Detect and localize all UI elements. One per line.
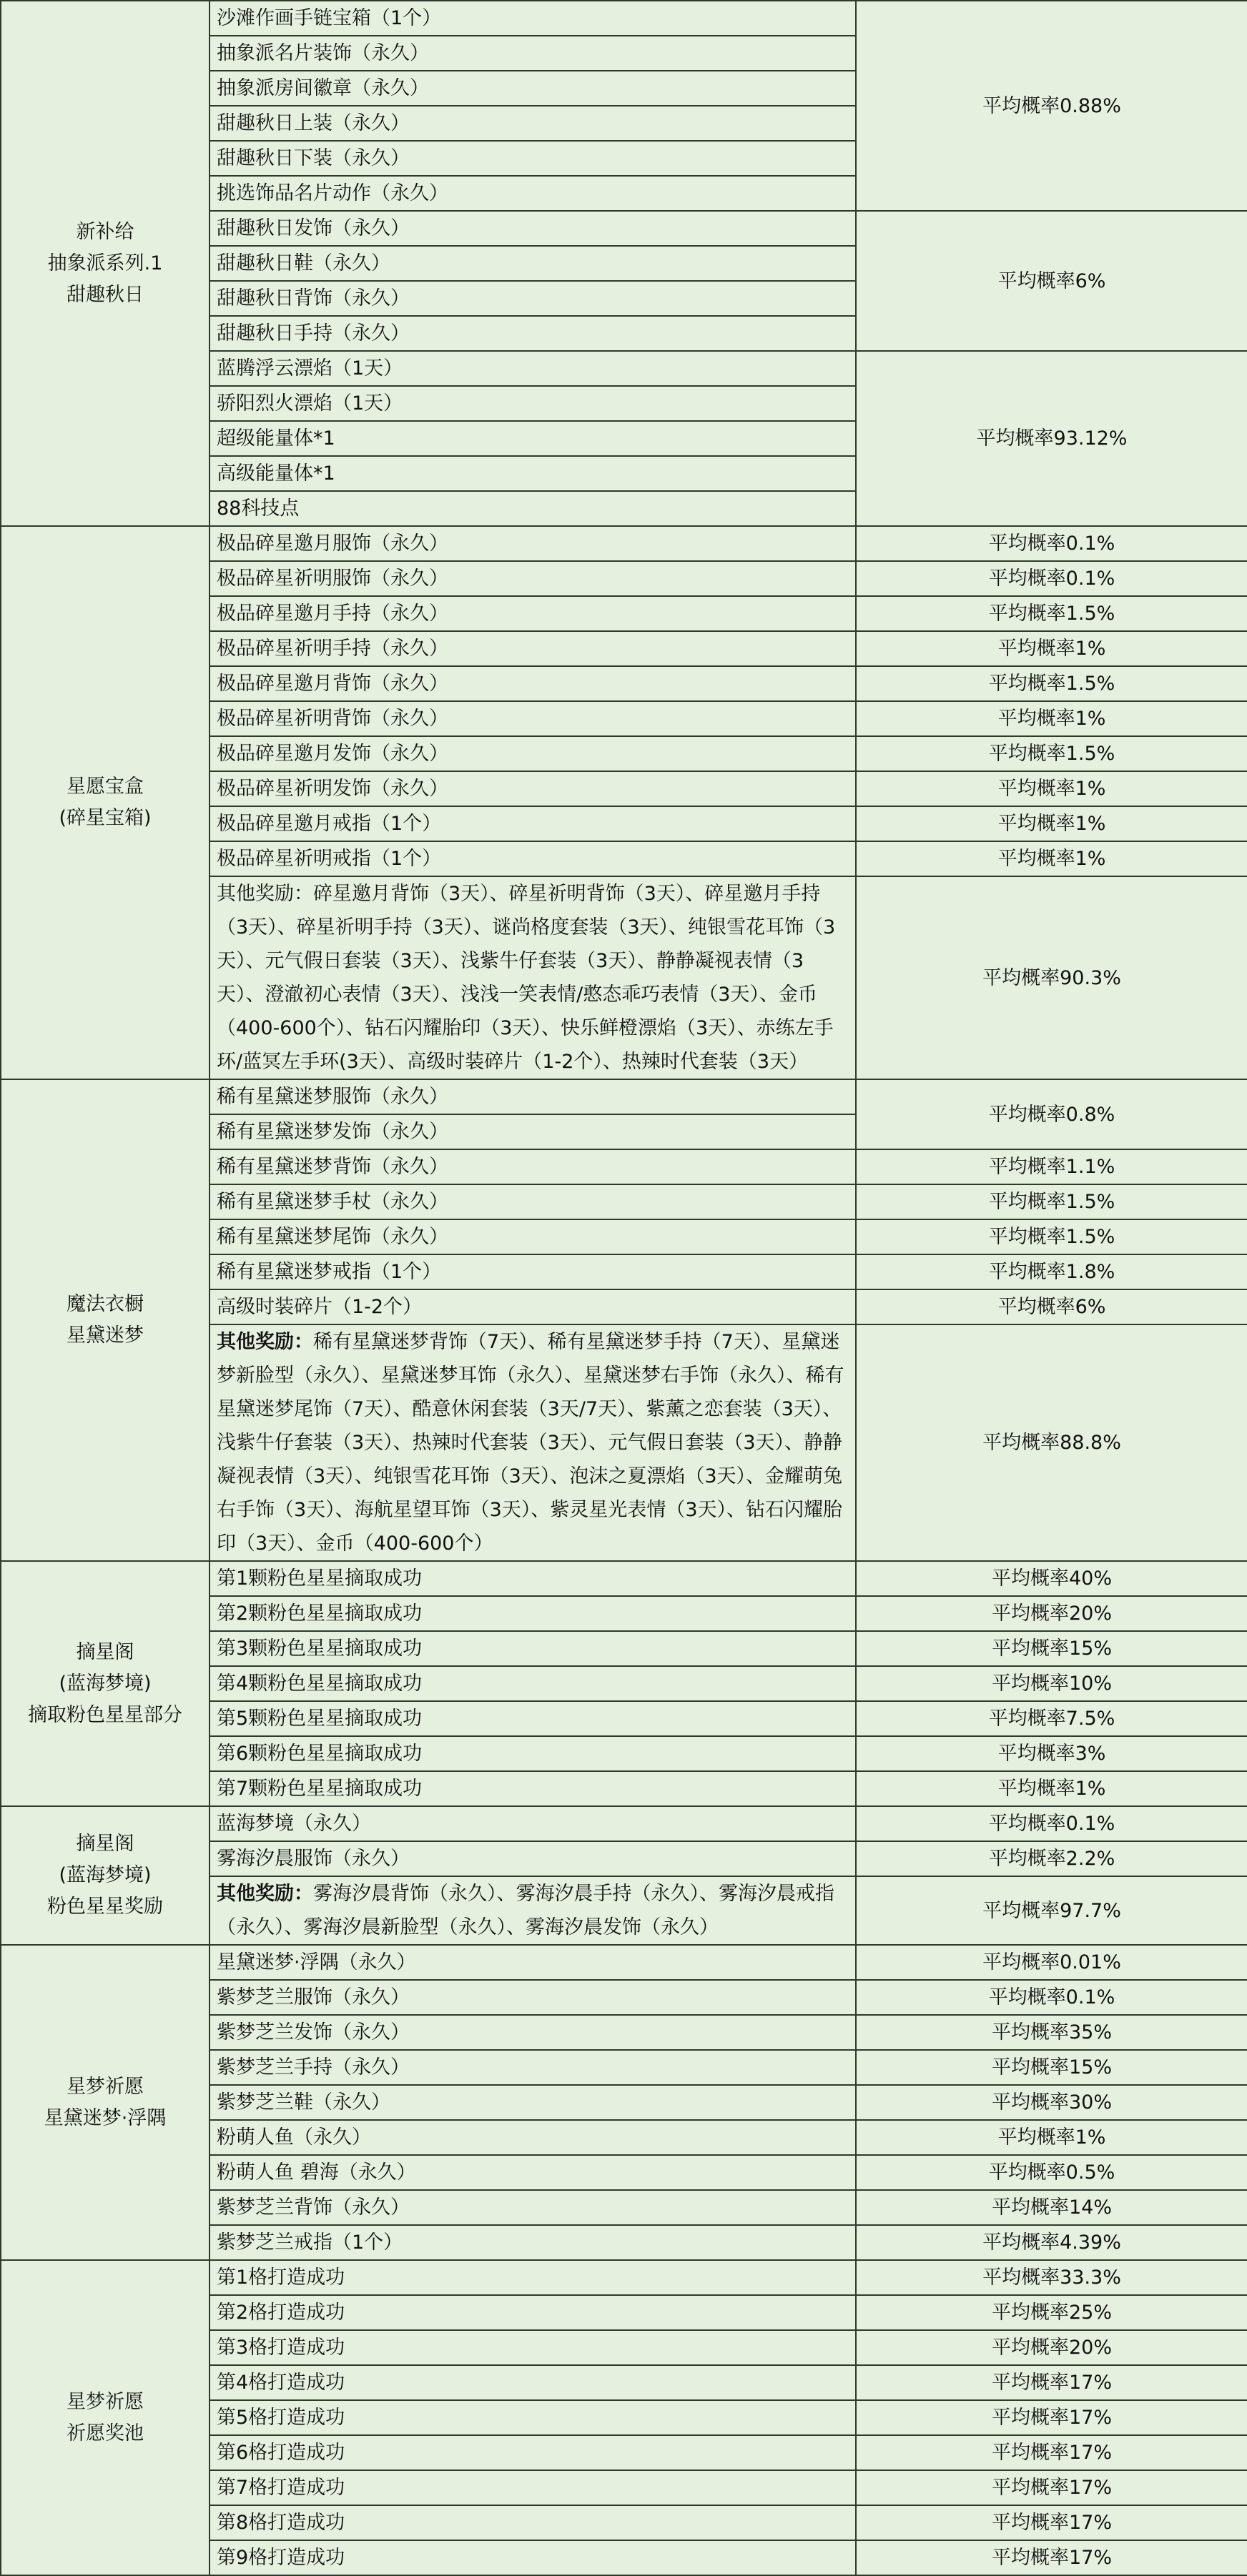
item-cell [210,386,856,421]
probability-cell: 平均概率1% [856,701,1247,736]
table-row [1,1945,1247,1980]
item-name: 沙滩作画手链宝箱（1个） [217,7,442,29]
probability-cell: 平均概率14% [856,2190,1247,2225]
item-name: 其他奖励：碎星邀月背饰（3天）、碎星祈明背饰（3天）、碎星邀月手持（3天）、碎星祈明手持（3天）、谜尚格度套装（3天）、纯银雪花耳饰（3天）、元气假日套装（3天）、浅紫牛仔套装（3天）、静静凝视表情（3天）、澄澈初心表情（3天）、浅浅一笑表情/憨态乖巧表情（3天）、金币（400-600个）、钻石闪耀胎印（3天）、快乐鲜橙漂焰（3天）、赤练左手环/蓝冥左手环(3天）、高级时装碎片（1-2个）、热辣时代套装（3天） [217,883,836,1073]
table-row [1,526,1247,561]
category-label: 抽象派系列.1 [47,252,163,274]
category-cell [1,526,210,1079]
item-cell [210,876,856,1079]
category-label: 魔法衣橱 [66,1293,144,1315]
item-cell [210,36,856,71]
item-cell [210,2225,856,2260]
category-cell [1,1806,210,1945]
item-cell [210,281,856,316]
item-name: 抽象派房间徽章（永久） [217,77,429,99]
item-name: 粉萌人鱼（永久） [217,2126,371,2149]
item-name: 稀有星黛迷梦背饰（永久） [217,1156,448,1178]
probability-cell: 平均概率0.8% [856,1079,1247,1149]
category-label: (蓝海梦境) [59,1672,152,1695]
item-name: 稀有星黛迷梦发饰（永久） [217,1121,448,1143]
item-name: 第9格打造成功 [217,2547,345,2569]
probability-cell: 平均概率17% [856,2435,1247,2470]
item-name: 第7颗粉色星星摘取成功 [217,1778,423,1800]
category-label: 新补给 [76,220,134,243]
category-label: 粉色星星奖励 [47,1896,163,1918]
probability-cell: 平均概率1% [856,1771,1247,1806]
category-label: (蓝海梦境) [59,1864,152,1886]
item-cell [210,666,856,701]
item-name: 甜趣秋日上装（永久） [217,112,410,134]
item-cell [210,1219,856,1254]
category-label: 星黛迷梦·浮隅 [44,2106,167,2129]
item-cell [210,456,856,491]
item-cell [210,1,856,36]
item-cell [210,771,856,806]
item-name: 极品碎星祈明手持（永久） [217,638,448,660]
category-label: 摘星阁 [76,1640,134,1663]
item-name: 甜趣秋日背饰（永久） [217,287,410,309]
category-label: 祈愿奖池 [66,2422,144,2444]
item-cell [210,1876,856,1945]
item-cell [210,841,856,876]
item-name: 稀有星黛迷梦手杖（永久） [217,1191,448,1213]
item-name: 紫梦芝兰服饰（永久） [217,1986,410,2008]
probability-cell: 平均概率1% [856,771,1247,806]
item-cell [210,701,856,736]
probability-cell: 平均概率88.8% [856,1324,1247,1561]
category-label: 甜趣秋日 [66,283,144,306]
item-cell [210,596,856,631]
item-name: 极品碎星祈明服饰（永久） [217,568,448,590]
item-name: 抽象派名片装饰（永久） [217,42,429,64]
probability-cell: 平均概率0.5% [856,2155,1247,2190]
probability-cell: 平均概率1.5% [856,596,1247,631]
category-cell [1,1079,210,1561]
item-cell [210,1079,856,1114]
item-name: 第5格打造成功 [217,2407,345,2429]
item-name: 第4格打造成功 [217,2372,345,2394]
item-cell [210,1184,856,1219]
item-name: 第5颗粉色星星摘取成功 [217,1708,423,1730]
item-cell [210,491,856,526]
item-cell [210,1561,856,1596]
item-name: 第1格打造成功 [217,2267,345,2289]
category-label: 摘取粉色星星部分 [28,1703,182,1726]
probability-cell: 平均概率17% [856,2505,1247,2540]
probability-cell: 平均概率10% [856,1666,1247,1701]
item-cell [210,1254,856,1289]
item-name: 高级时装碎片（1-2个） [217,1296,423,1318]
category-cell [1,1561,210,1806]
item-name: 第8格打造成功 [217,2512,345,2534]
item-name: 第3颗粉色星星摘取成功 [217,1638,423,1660]
item-name: 第7格打造成功 [217,2477,345,2499]
table-body [1,1,1247,2575]
item-name: 第3格打造成功 [217,2337,345,2359]
item-cell [210,316,856,351]
item-cell [210,421,856,456]
probability-cell: 平均概率0.01% [856,1945,1247,1980]
item-name: 粉萌人鱼 碧海（永久） [217,2161,416,2184]
item-cell [210,1596,856,1631]
item-name: 第4颗粉色星星摘取成功 [217,1673,423,1695]
probability-cell: 平均概率3% [856,1736,1247,1771]
probability-cell: 平均概率4.39% [856,2225,1247,2260]
probability-cell: 平均概率1% [856,631,1247,666]
item-name: 高级能量体*1 [217,462,335,485]
item-name: 紫梦芝兰发饰（永久） [217,2021,410,2044]
other-rewards-label: 其他奖励： [217,1883,313,1905]
item-name: 超级能量体*1 [217,427,335,450]
item-cell [210,141,856,176]
item-name: 稀有星黛迷梦服饰（永久） [217,1086,448,1108]
probability-cell: 平均概率15% [856,2050,1247,2085]
probability-cell: 平均概率0.1% [856,526,1247,561]
item-name: 极品碎星祈明背饰（永久） [217,708,448,730]
probability-cell: 平均概率1.5% [856,1184,1247,1219]
item-cell [210,2330,856,2365]
probability-cell: 平均概率1% [856,841,1247,876]
item-cell [210,1149,856,1184]
probability-cell: 平均概率2.2% [856,1841,1247,1876]
item-cell [210,1980,856,2015]
item-cell [210,106,856,141]
item-cell [210,2015,856,2050]
item-name: 甜趣秋日下装（永久） [217,147,410,169]
item-name: 极品碎星邀月戒指（1个） [217,813,442,835]
item-cell [210,2190,856,2225]
item-name: 雾海汐晨服饰（永久） [217,1848,410,1870]
probability-cell: 平均概率6% [856,1289,1247,1324]
probability-cell: 平均概率7.5% [856,1701,1247,1736]
probability-cell: 平均概率93.12% [856,351,1247,526]
item-name: 88科技点 [217,497,300,520]
table-row [1,2260,1247,2295]
item-name: 第1颗粉色星星摘取成功 [217,1567,423,1590]
item-name: 第6格打造成功 [217,2442,345,2464]
table-row [1,1079,1247,1114]
probability-cell: 平均概率1% [856,2120,1247,2155]
probability-cell: 平均概率1.5% [856,736,1247,771]
item-cell [210,2365,856,2400]
item-cell [210,2155,856,2190]
probability-cell: 平均概率20% [856,2330,1247,2365]
table-row [1,1,1247,36]
probability-cell: 平均概率1.1% [856,1149,1247,1184]
category-cell [1,2260,210,2575]
probability-cell: 平均概率17% [856,2470,1247,2505]
item-cell [210,246,856,281]
probability-cell: 平均概率0.88% [856,1,1247,211]
category-cell [1,1,210,526]
item-cell [210,2540,856,2575]
probability-cell: 平均概率35% [856,2015,1247,2050]
item-cell [210,2435,856,2470]
probability-cell: 平均概率40% [856,1561,1247,1596]
item-name: 星黛迷梦·浮隅（永久） [217,1951,416,1973]
item-cell [210,2085,856,2120]
probability-cell: 平均概率25% [856,2295,1247,2330]
probability-cell: 平均概率17% [856,2400,1247,2435]
item-name: 第2格打造成功 [217,2302,345,2324]
item-cell [210,736,856,771]
item-name: 蓝海梦境（永久） [217,1813,371,1835]
probability-cell: 平均概率0.1% [856,1980,1247,2015]
item-cell [210,1945,856,1980]
item-cell [210,351,856,386]
item-cell [210,1289,856,1324]
category-cell [1,1945,210,2260]
probability-cell: 平均概率17% [856,2540,1247,2575]
item-cell [210,526,856,561]
probability-cell: 平均概率0.1% [856,561,1247,596]
probability-cell: 平均概率1% [856,806,1247,841]
item-name: 第2颗粉色星星摘取成功 [217,1602,423,1625]
item-name: 甜趣秋日手持（永久） [217,322,410,345]
item-cell [210,2260,856,2295]
other-rewards-label: 其他奖励： [217,1331,313,1353]
probability-cell: 平均概率20% [856,1596,1247,1631]
item-cell [210,176,856,211]
item-cell [210,1631,856,1666]
item-cell [210,1841,856,1876]
item-cell [210,1324,856,1561]
item-name: 蓝腾浮云漂焰（1天） [217,357,403,380]
category-label: 星梦祈愿 [66,2075,144,2098]
table-row [1,1806,1247,1841]
category-label: 摘星阁 [76,1833,134,1855]
item-cell [210,1701,856,1736]
item-name: 稀有星黛迷梦戒指（1个） [217,1261,442,1283]
probability-cell: 平均概率17% [856,2365,1247,2400]
item-name: 稀有星黛迷梦尾饰（永久） [217,1226,448,1248]
item-name: 极品碎星邀月手持（永久） [217,603,448,625]
probability-cell: 平均概率1.5% [856,666,1247,701]
item-name: 极品碎星邀月服饰（永久） [217,532,448,555]
item-name: 第6颗粉色星星摘取成功 [217,1743,423,1765]
item-cell [210,561,856,596]
probability-cell: 平均概率6% [856,211,1247,351]
item-cell [210,631,856,666]
item-name: 紫梦芝兰鞋（永久） [217,2091,390,2114]
item-cell [210,2295,856,2330]
item-cell [210,1806,856,1841]
item-cell [210,1114,856,1149]
item-name: 极品碎星祈明戒指（1个） [217,848,442,870]
item-name: 极品碎星邀月发饰（永久） [217,743,448,765]
item-cell [210,1736,856,1771]
item-name: 紫梦芝兰戒指（1个） [217,2231,403,2254]
item-name: 挑选饰品名片动作（永久） [217,182,448,204]
item-cell [210,71,856,106]
item-cell [210,1666,856,1701]
category-label: (碎星宝箱) [59,807,152,829]
item-name: 甜趣秋日鞋（永久） [217,252,390,274]
probability-cell: 平均概率0.1% [856,1806,1247,1841]
probability-cell: 平均概率33.3% [856,2260,1247,2295]
item-cell [210,2470,856,2505]
table-row [1,1561,1247,1596]
item-name: 雾海汐晨背饰（永久）、雾海汐晨手持（永久）、雾海汐晨戒指（永久）、雾海汐晨新脸型（永久）、雾海汐晨发饰（永久） [217,1883,834,1938]
probability-cell: 平均概率1.8% [856,1254,1247,1289]
probability-cell: 平均概率30% [856,2085,1247,2120]
item-cell [210,806,856,841]
item-cell [210,2400,856,2435]
probability-cell: 平均概率90.3% [856,876,1247,1079]
item-name: 甜趣秋日发饰（永久） [217,217,410,239]
item-name: 骄阳烈火漂焰（1天） [217,392,403,415]
probability-cell: 平均概率1.5% [856,1219,1247,1254]
probability-cell: 平均概率97.7% [856,1876,1247,1945]
item-name: 紫梦芝兰手持（永久） [217,2056,410,2079]
item-cell [210,1771,856,1806]
category-label: 星愿宝盒 [66,776,144,798]
item-name: 紫梦芝兰背饰（永久） [217,2196,410,2219]
item-name: 极品碎星祈明发饰（永久） [217,778,448,800]
item-cell [210,2120,856,2155]
category-label: 星黛迷梦 [66,1324,144,1347]
item-name: 稀有星黛迷梦背饰（7天）、稀有星黛迷梦手持（7天）、星黛迷梦新脸型（永久）、星黛迷梦耳饰（永久）、星黛迷梦右手饰（永久）、稀有星黛迷梦尾饰（7天）、酷意休闲套装（3天/7天）、紫薰之恋套装（3天）、浅紫牛仔套装（3天）、热辣时代套装（3天）、元气假日套装（3天）、静静凝视表情（3天）、纯银雪花耳饰（3天）、泡沫之夏漂焰（3天）、金耀萌兔右手饰（3天）、海航星望耳饰（3天）、紫灵星光表情（3天）、钻石闪耀胎印（3天）、金币（400-600个） [217,1331,844,1555]
probability-cell: 平均概率15% [856,1631,1247,1666]
item-cell [210,2050,856,2085]
category-label: 星梦祈愿 [66,2390,144,2413]
item-cell [210,211,856,246]
item-name: 极品碎星邀月背饰（永久） [217,673,448,695]
